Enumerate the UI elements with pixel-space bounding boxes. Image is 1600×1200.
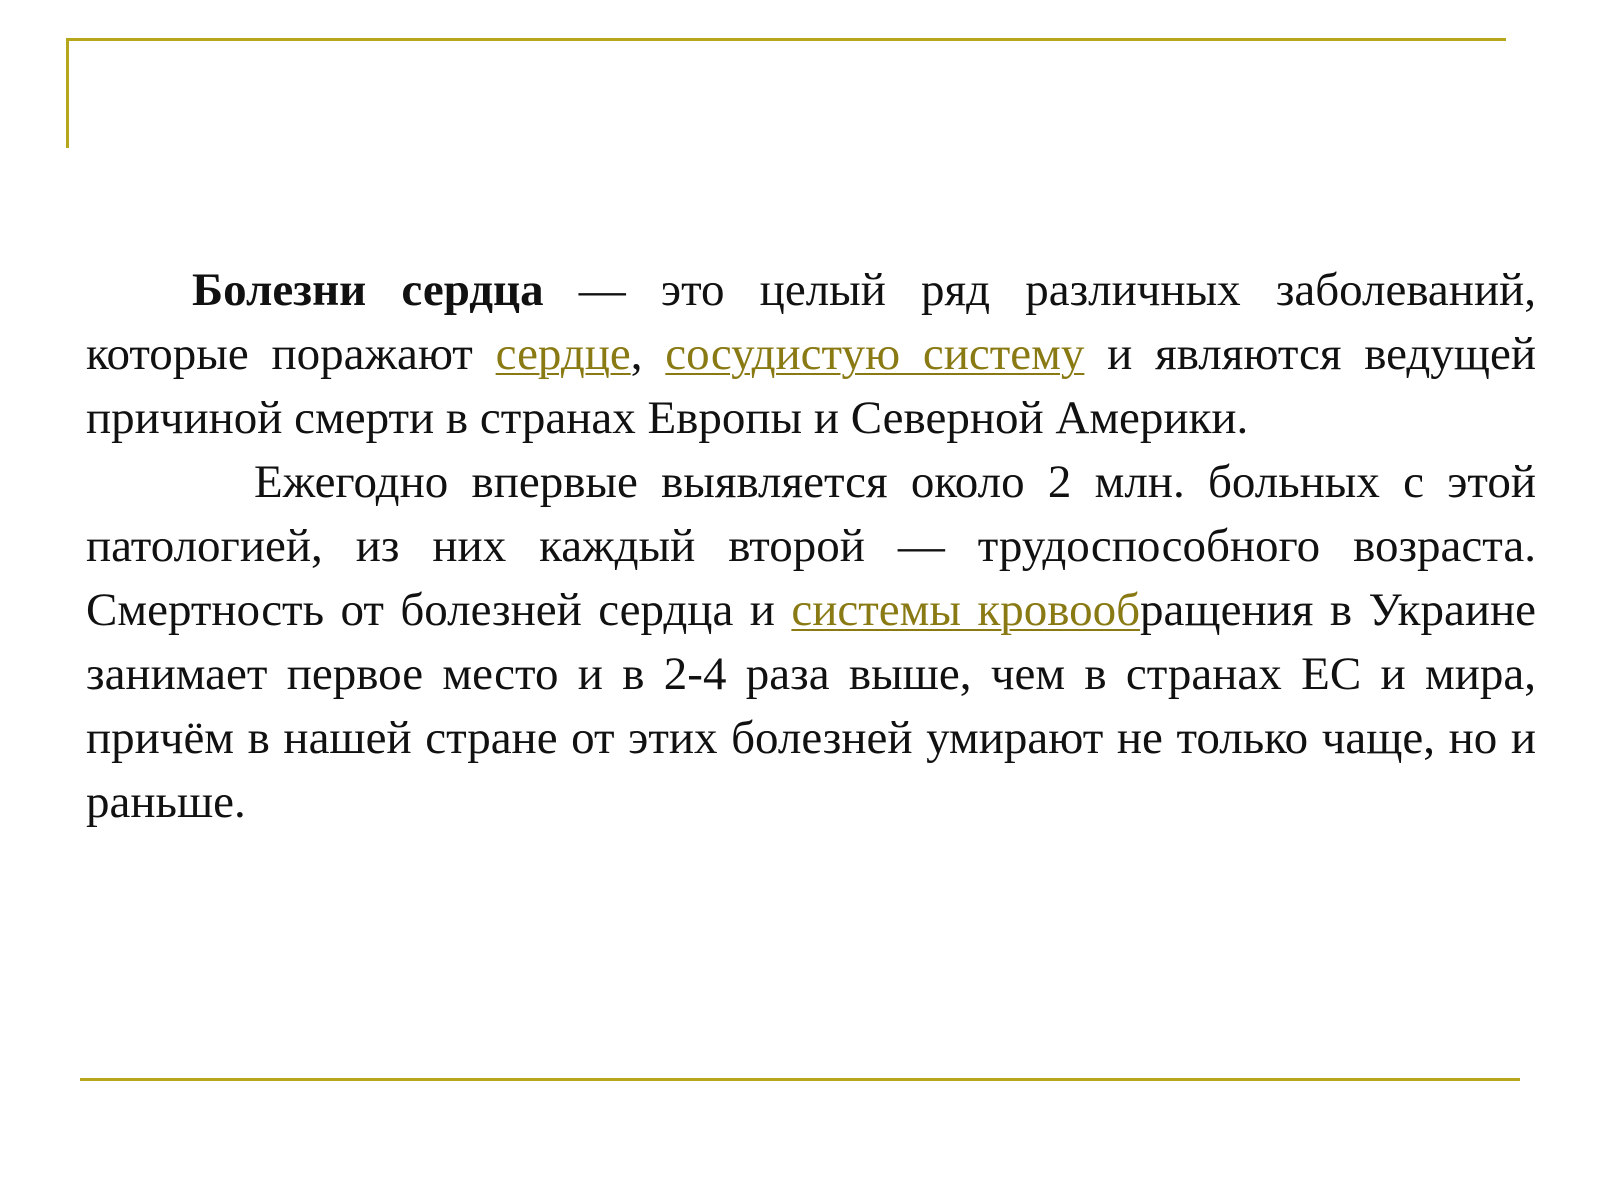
frame-left-line <box>66 38 69 148</box>
slide-body <box>86 258 1536 834</box>
link-heart[interactable]: сердце <box>495 328 631 380</box>
link-circulatory-system[interactable]: системы кровооб <box>791 584 1141 636</box>
paragraph2-text-a: Ежегодно впервые выявляется около 2 млн. больных с этой патологией, из них каждый второй — трудоспособного возраста. Смертность от болезней сердца и <box>86 456 1536 636</box>
frame-bottom-line <box>80 1078 1520 1081</box>
term-heart-diseases: Болезни сердца <box>192 264 544 316</box>
paragraph2-text-b: ращения в Украине занимает первое место и в 2-4 раза выше, чем в странах ЕС и мира, причём в нашей стране от этих болезней умирают не только чаще, но и раньше. <box>86 584 1536 828</box>
paragraph-statistics <box>86 450 1536 834</box>
frame-top-line <box>66 38 1506 41</box>
link-vascular-system[interactable]: сосудистую систему <box>665 328 1085 380</box>
paragraph1-text-b: , <box>630 328 666 380</box>
paragraph1-text-c: и являются ведущей причиной смерти в странах Европы и Северной Америки. <box>86 328 1537 444</box>
paragraph-heart-diseases <box>86 258 1536 450</box>
paragraph1-text-a: — это целый ряд различных заболеваний, которые поражают <box>86 264 1536 380</box>
